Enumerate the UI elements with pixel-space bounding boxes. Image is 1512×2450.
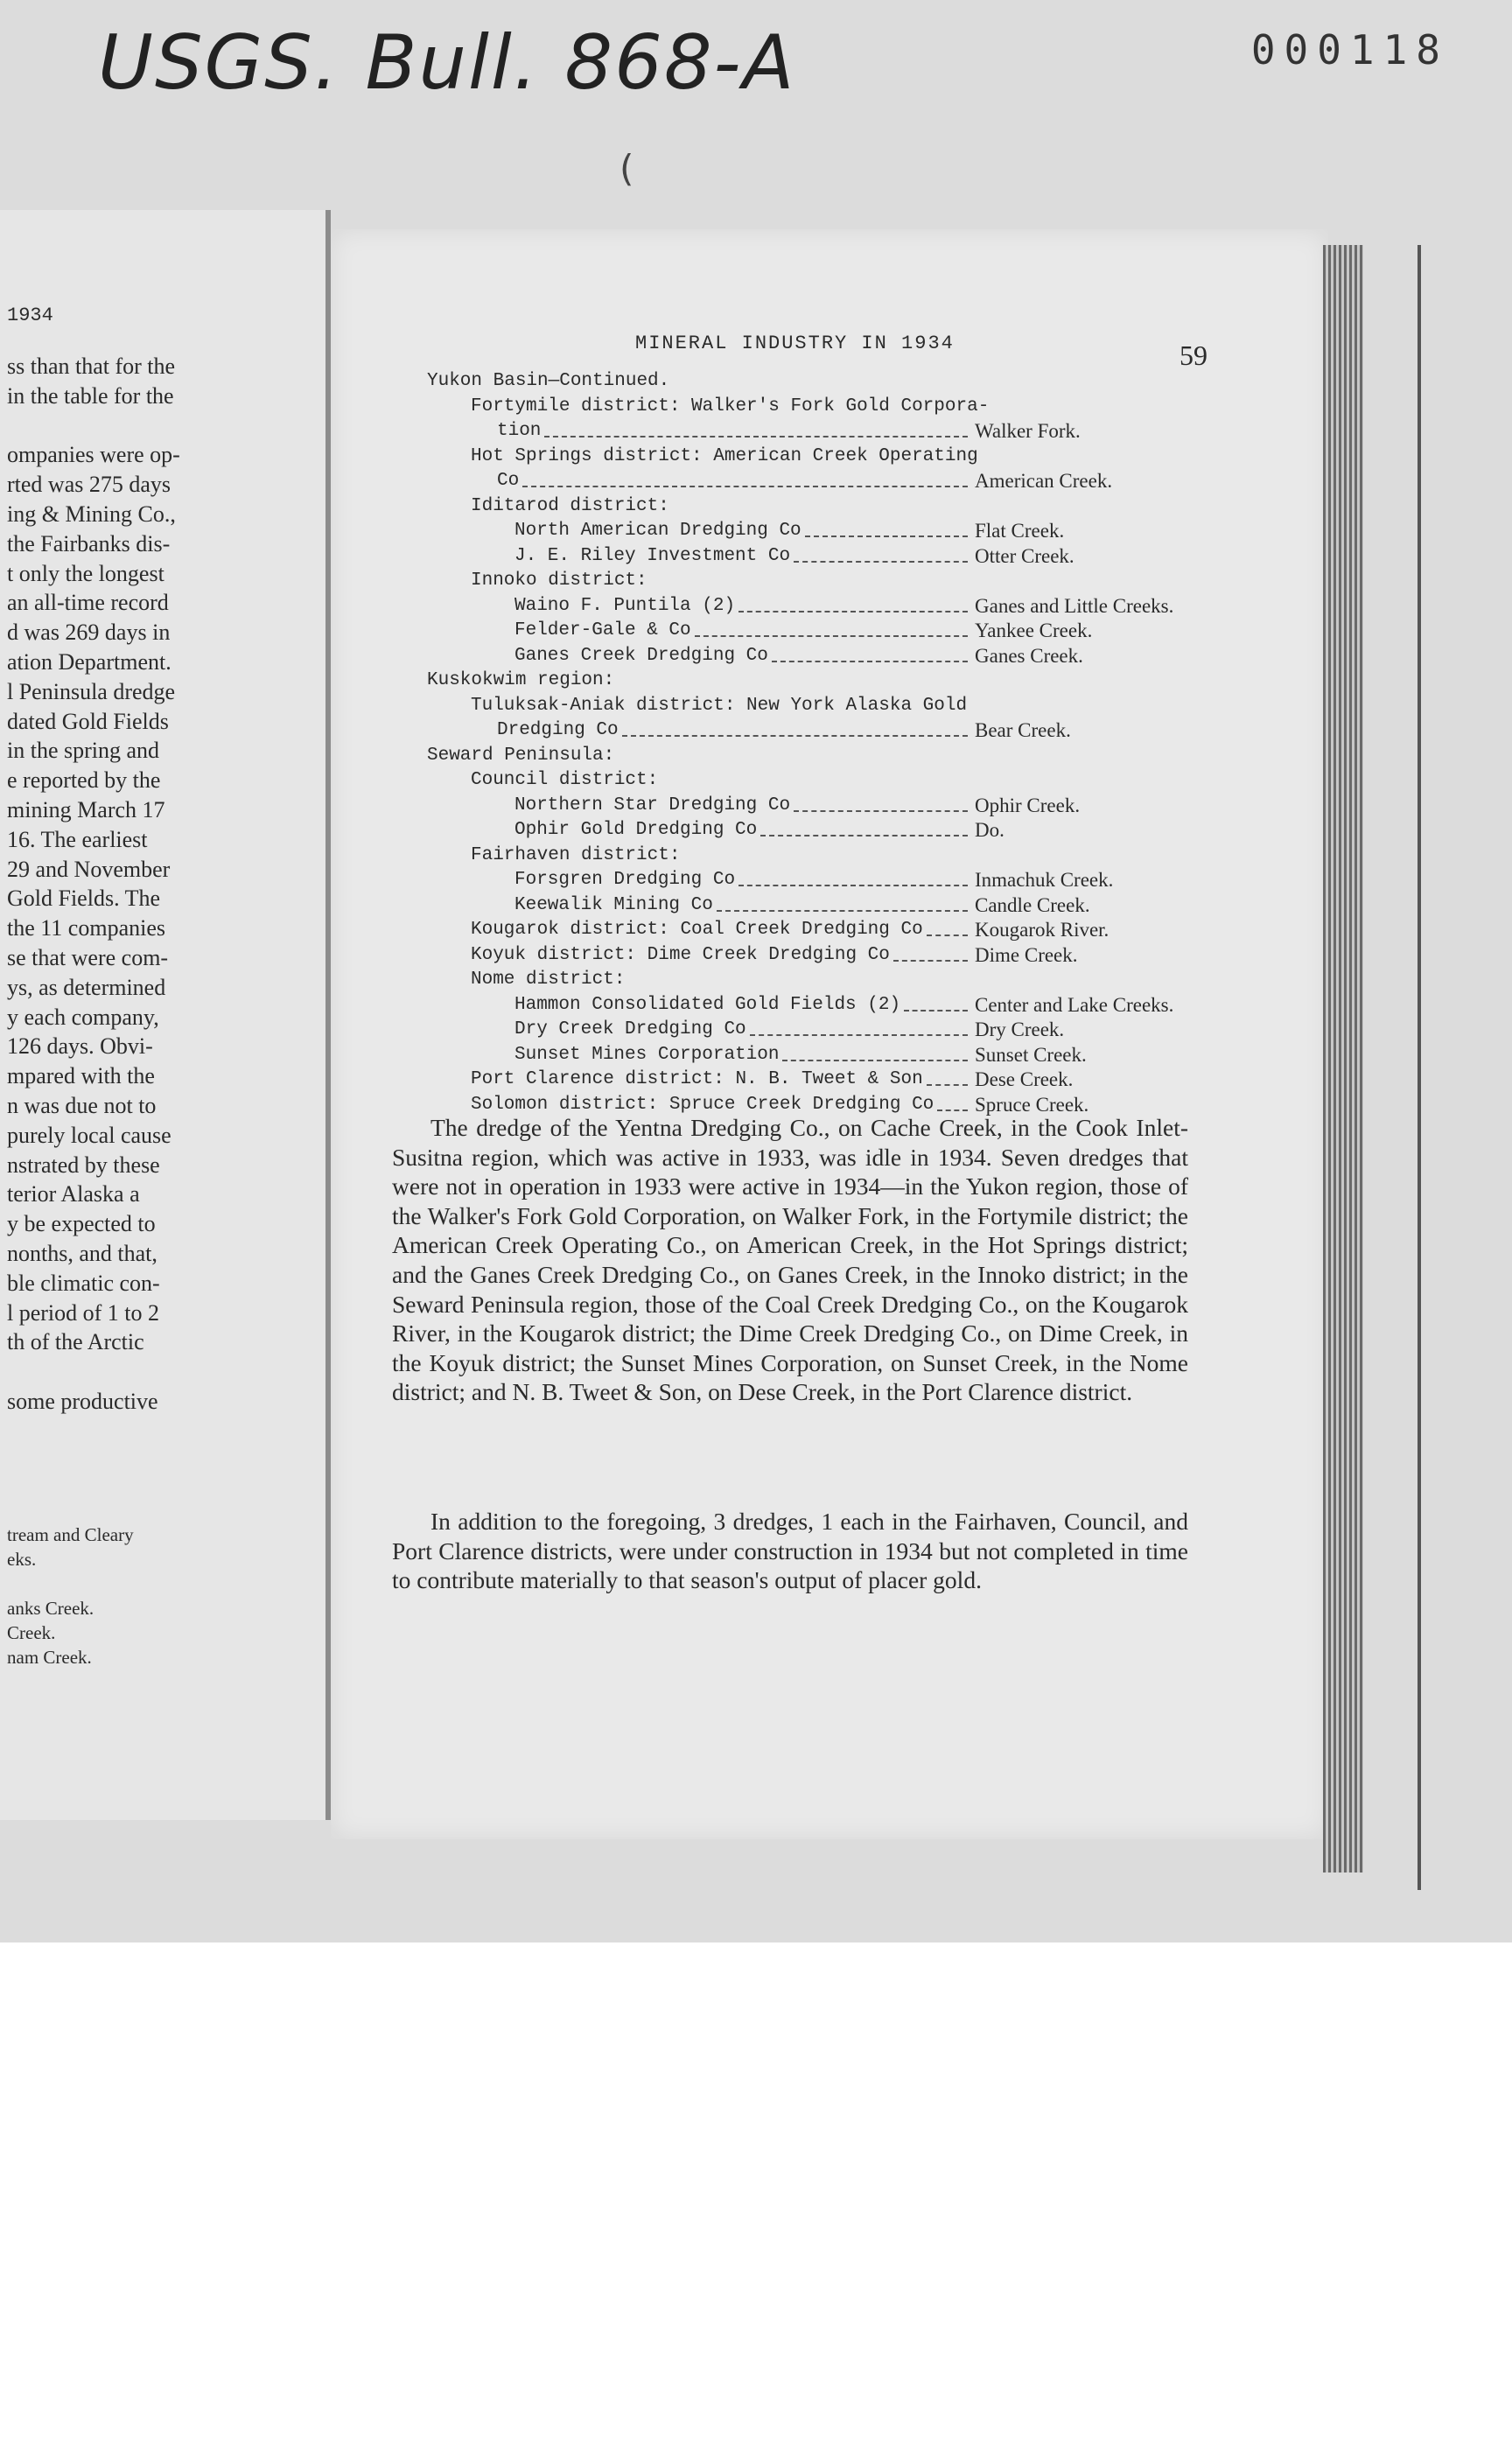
page-number: 59 [1180,340,1208,371]
dredge-entry [331,644,1328,669]
left-page-line: the Fairbanks dis- [7,530,171,556]
entry-name: Forsgren Dredging Co [514,870,736,890]
handwritten-mark: ( [620,147,634,190]
entry-creek: Dese Creek. [975,1068,1074,1090]
left-page-list-item: Creek. [7,1622,56,1643]
leader-dots [927,1084,968,1086]
left-page-line: purely local cause [7,1122,172,1148]
left-page-line: d was 269 days in [7,620,171,646]
left-page-line: some productive [7,1388,158,1414]
entry-creek: Center and Lake Creeks. [975,993,1174,1016]
entry-name: Ganes Creek Dredging Co [514,645,768,666]
dredge-entry [331,544,1328,570]
left-page-list-item [7,1572,322,1596]
dredge-entry [331,1068,1328,1093]
entry-name: Nome district: [471,970,626,990]
entry-creek: Walker Fork. [975,420,1081,442]
entry-name: Waino F. Puntila (2) [514,595,736,616]
dredge-entry [331,768,1328,794]
dredge-entry [331,844,1328,869]
left-page-list-item: eks. [7,1549,37,1570]
left-page-line: nstrated by these [7,1152,160,1178]
handwritten-annotation: USGS. Bull. 868-A [98,19,796,107]
entry-creek: Inmachuk Creek. [975,869,1114,891]
leader-dots [927,934,968,936]
left-page-list-item: tream and Cleary [7,1524,134,1545]
entry-creek: Dry Creek. [975,1018,1065,1040]
left-page-line: th of the Arctic [7,1329,144,1355]
entry-name: Hot Springs district: American Creek Operating [471,445,978,466]
left-page-line: t only the longest [7,560,164,586]
left-page-line: l period of 1 to 2 [7,1299,160,1326]
leader-dots [794,810,968,812]
left-page-line: 126 days. Obvi- [7,1033,153,1060]
entry-creek: Bear Creek. [975,719,1071,741]
dredge-entry [331,395,1328,420]
dredge-entry [331,1018,1328,1043]
stamp-number: 000118 [1250,26,1449,74]
dredge-entry [331,744,1328,769]
leader-dots [544,436,968,438]
entry-name: Northern Star Dredging Co [514,794,791,816]
leader-dots [522,486,968,487]
left-page-text [7,352,322,1417]
dredge-entry [331,718,1328,744]
entry-name: Co [497,471,520,491]
entry-name: Solomon district: Spruce Creek Dredging Co [471,1094,934,1115]
dredge-entry [331,668,1328,694]
left-page-line: dated Gold Fields [7,708,169,734]
entry-name: Council district: [471,770,659,790]
leader-dots [937,1110,968,1111]
dredge-entry [331,444,1328,470]
leader-dots [782,1060,968,1061]
entry-name: Kuskokwim region: [427,670,615,690]
entry-creek: Otter Creek. [975,544,1074,567]
left-page-line: an all-time record [7,590,169,616]
entry-name: Fortymile district: Walker's Fork Gold Corpora- [471,396,990,416]
entry-name: Hammon Consolidated Gold Fields (2) [514,994,901,1015]
dredge-entry [331,968,1328,993]
entry-name: Keewalik Mining Co [514,894,713,915]
entry-creek: Ganes and Little Creeks. [975,594,1174,617]
entry-name: tion [497,421,542,441]
left-page-line: the 11 companies [7,915,165,942]
entry-creek: Do. [975,819,1004,841]
entry-name: Tuluksak-Aniak district: New York Alaska Gold [471,695,968,716]
left-page-line: ing & Mining Co., [7,500,176,527]
dredge-entry [331,1043,1328,1068]
page-edges [1323,245,1363,1872]
entry-name: Koyuk district: Dime Creek Dredging Co [471,944,890,965]
leader-dots [760,835,968,836]
left-page-list [7,1522,322,1670]
left-page-line: e reported by the [7,767,161,794]
entry-name: Dredging Co [497,720,619,740]
dredge-entry [331,918,1328,943]
entry-name: Ophir Gold Dredging Co [514,820,758,840]
leader-dots [622,735,968,737]
entry-name: Fairhaven district: [471,844,681,865]
entry-name: Sunset Mines Corporation [514,1044,780,1065]
left-page-line: mining March 17 [7,796,165,822]
entry-name: J. E. Riley Investment Co [514,545,791,566]
left-page-line: se that were com- [7,944,169,970]
left-page-line: in the table for the [7,382,174,409]
dredge-entry [331,893,1328,919]
leader-dots [794,561,968,563]
entry-creek: Kougarok River. [975,919,1110,941]
entry-name: Port Clarence district: N. B. Tweet & Son [471,1069,923,1089]
left-page-line: y be expected to [7,1211,156,1237]
left-page [0,210,331,1820]
dredge-entry [331,818,1328,844]
leader-dots [805,536,968,537]
dredge-entry [331,494,1328,520]
leader-dots [904,1010,968,1012]
entry-name: Kougarok district: Coal Creek Dredging Co [471,920,923,940]
left-page-line: rted was 275 days [7,472,172,498]
entry-name: Iditarod district: [471,495,669,516]
left-page-line [7,1357,322,1387]
left-page-line: ation Department. [7,648,172,675]
leader-dots [772,661,968,662]
entry-creek: Candle Creek. [975,893,1090,916]
paragraph-2: In addition to the foregoing, 3 dredges, 1 each in the Fairhaven, Council, and Port Clarence districts, were under construction in 1934 but not completed in time to contribute materially to that season's output of placer gold. [392,1508,1188,1594]
entry-creek: Yankee Creek. [975,620,1093,641]
left-page-line: ss than that for the [7,354,176,379]
entry-name: Innoko district: [471,570,648,591]
left-page-line [7,411,322,441]
dredge-entry [331,619,1328,644]
dredge-entry [331,419,1328,444]
left-page-line: n was due not to [7,1092,157,1118]
dredge-entry [331,594,1328,620]
dredge-entry [331,369,1328,395]
entry-name: Seward Peninsula: [427,745,615,766]
entry-creek: American Creek. [975,470,1113,492]
left-page-line: l Peninsula dredge [7,678,176,704]
book-edge [1418,245,1421,1890]
entry-creek: Ophir Creek. [975,794,1081,816]
dredge-list [331,369,1328,1117]
entry-creek: Dime Creek. [975,943,1078,966]
entry-name: North American Dredging Co [514,521,802,541]
left-page-line: ys, as determined [7,974,166,1000]
leader-dots [893,960,968,962]
left-page-line: Gold Fields. The [7,886,161,912]
leader-dots [717,910,968,912]
left-page-line: 16. The earliest [7,826,148,852]
entry-creek: Spruce Creek. [975,1093,1089,1116]
leader-dots [738,611,968,612]
left-page-line: nonths, and that, [7,1240,158,1266]
entry-creek: Flat Creek. [975,520,1065,542]
entry-name: Dry Creek Dredging Co [514,1019,746,1040]
left-page-line: mpared with the [7,1063,155,1089]
left-page-list-item: anks Creek. [7,1598,94,1619]
entry-creek: Sunset Creek. [975,1043,1087,1066]
dredge-entry [331,519,1328,544]
left-page-line: ompanies were op- [7,442,180,468]
leader-dots [695,635,968,637]
dredge-entry [331,569,1328,594]
left-page-line: y each company, [7,1004,159,1030]
dredge-entry [331,469,1328,494]
left-page-line: terior Alaska a [7,1181,140,1208]
paragraph-1: The dredge of the Yentna Dredging Co., on Cache Creek, in the Cook Inlet-Susitna region, which was active in 1933, was idle in 1934. Seven dredges that were not in operation in 1933 were active in 1934—in the Yukon region, those of the Walker's Fork Gold Corporation, on Walker Fork, in the Fortymile district; the American Creek Operating Co., on American Creek, in the Hot Springs district; and the Ganes Creek Dredging Co., on Ganes Creek, in the Innoko district; in the Seward Peninsula region, those of the Coal Creek Dredging Co., on the Kougarok River, in the Kougarok district; the Dime Creek Dredging Co., on Dime Creek, in the Koyuk district; the Sunset Mines Corporation, on Sunset Creek, in the Nome district; and N. B. Tweet & Son, on Dese Creek, in the Port Clarence district. [392,1114,1188,1406]
entry-creek: Ganes Creek. [975,644,1083,667]
dredge-entry [331,943,1328,969]
right-page [331,229,1328,1839]
left-page-line: ble climatic con- [7,1270,160,1296]
left-page-header: 1934 [7,304,53,326]
page-header: MINERAL INDUSTRY IN 1934 [635,332,955,354]
leader-dots [750,1034,968,1036]
entry-name: Yukon Basin—Continued. [427,371,670,391]
left-page-line: in the spring and [7,738,160,764]
dredge-entry [331,993,1328,1018]
dredge-entry [331,868,1328,893]
leader-dots [738,885,968,886]
left-page-list-item: nam Creek. [7,1647,92,1668]
dredge-entry [331,794,1328,819]
entry-name: Felder-Gale & Co [514,620,691,640]
left-page-line: 29 and November [7,856,171,882]
dredge-entry [331,694,1328,719]
